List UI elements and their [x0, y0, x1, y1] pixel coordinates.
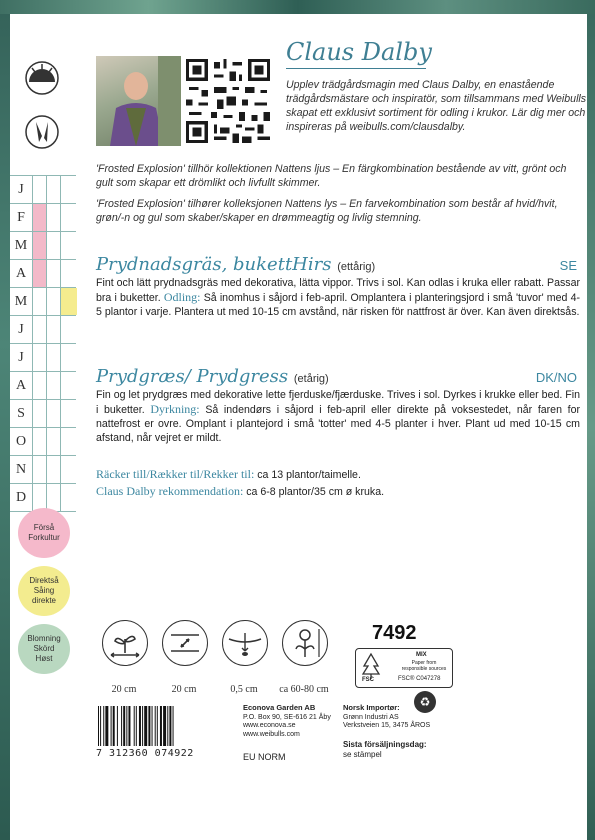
calendar-cell-forsa [32, 484, 47, 511]
plant-spacing-label: 20 cm [111, 684, 137, 695]
calendar-row [10, 455, 76, 483]
calendar-row [10, 175, 76, 203]
calendar-row [10, 371, 76, 399]
sowing-depth-label: 0,5 cm [230, 684, 258, 695]
sowing-calendar [10, 175, 76, 512]
calendar-cell-blomning [60, 400, 77, 427]
calendar-cell-forsa [32, 400, 47, 427]
dalby-recommendation-line: Claus Dalby rekommendation: ca 6-8 plantor/35 cm ø kruka. [96, 484, 385, 498]
calendar-month: S [17, 406, 25, 421]
se-description: Fint och lätt prydnadsgräs med dekorativa, lätta vippor. Trivs i sol. Kan odlas i kruka eller rabatt. Passar bra i buketter. Odling: Så inomhus i såjord i feb-april. Omplantera i planteringsjord i små 'tuvor' med 4-5 plantor i varje. Plantera ut med 10-15 cm avstånd, när risken för nattfrost är över. Kan även direktsås. [96, 277, 580, 318]
calendar-cell-direkt [46, 232, 61, 259]
last-sale-date: Sista försäljningsdag: se stämpel [343, 740, 427, 759]
calendar-cell-forsa [32, 456, 47, 483]
yield-line: Räcker till/Rækker til/Rekker til: ca 13 plantor/taimelle. [96, 467, 361, 481]
calendar-cell-direkt [46, 372, 61, 399]
calendar-row [10, 203, 76, 231]
calendar-month: M [14, 238, 28, 253]
top-decor-strip [0, 0, 595, 14]
calendar-month: J [18, 182, 24, 197]
legend-forsa: Förså Forkultur [18, 508, 70, 558]
growing-icons [96, 620, 346, 700]
collection-text-se: 'Frosted Explosion' tillhör kollektionen Nattens ljus – En färgkombination bestående av vitt, grönt och gult som skapar ett drömlikt och livfullt skimmer. [96, 163, 567, 189]
calendar-cell-direkt [46, 176, 61, 203]
se-language-code: SE [559, 258, 577, 273]
calendar-cell-blomning [60, 176, 77, 203]
dk-heading: Prydgræs/ Prydgress (etårig) [96, 366, 329, 387]
garden-tools-icon [24, 114, 60, 150]
calendar-row [10, 343, 76, 371]
calendar-cell-blomning [60, 428, 77, 455]
calendar-cell-forsa [32, 372, 47, 399]
collection-text-no: 'Frosted Explosion' tilhører kolleksjonen Nattens lys – En farvekombination som består af hvid/hvit, grøn/-n og gul som skaber/skaper en drømmeagtig og livlig stemning. [96, 198, 558, 224]
fsc-label: FSC MIX Paper from responsible sources FSC® C047278 [355, 648, 453, 688]
calendar-cell-blomning [60, 484, 77, 511]
sowing-depth-icon [222, 620, 268, 666]
calendar-month: M [14, 294, 28, 309]
calendar-cell-forsa [32, 232, 47, 259]
row-spacing-icon [162, 620, 208, 666]
calendar-month: J [18, 322, 24, 337]
calendar-cell-direkt [46, 204, 61, 231]
qr-code [182, 56, 274, 146]
sun-icon [24, 60, 60, 96]
calendar-month: D [15, 490, 27, 505]
calendar-cell-direkt [46, 288, 61, 315]
right-decor-strip [587, 14, 595, 840]
calendar-row [10, 231, 76, 259]
row-spacing-label: 20 cm [171, 684, 197, 695]
calendar-cell-forsa [32, 260, 47, 287]
calendar-row [10, 427, 76, 455]
calendar-row [10, 315, 76, 343]
barcode-number: 7 312360 074922 [96, 748, 194, 759]
legend-blomning: Blomning Skörd Høst [18, 624, 70, 674]
calendar-cell-forsa [32, 204, 47, 231]
calendar-month: A [15, 378, 27, 393]
norwegian-importer: Norsk Importør: Grønn Industri AS Verkstveien 15, 3475 ÅROS [343, 703, 431, 729]
dk-description: Fin og let prydgræs med dekorative lette fjerduske/fjærduske. Trives i sol. Dyrkes i krukke eller bed. Fin i buketter. Dyrkning: Så indendørs i såjord i feb-april eller direkte på voksestedet, når faren for nattefrost er ovre. Omplant i plantejord i små 'totter' med 4-5 planter i hver. Plant ud med 10-15 cm afstand, når vejret er mildt. [96, 389, 580, 444]
legend-direktsa: Direktså Såing direkte [18, 566, 70, 616]
barcode [96, 706, 236, 750]
intro-text: Upplev trädgårdsmagin med Claus Dalby, en enastående trädgårdsmästare och inspiratör, som tillsammans med Weibulls skapat ett exklusivt sortiment för odling i krukor. Lär dig mer och inspireras på weibulls.com/clausdalby. [286, 79, 587, 133]
calendar-cell-direkt [46, 344, 61, 371]
calendar-cell-forsa [32, 288, 47, 315]
calendar-cell-forsa [32, 176, 47, 203]
plant-height-icon [282, 620, 328, 666]
se-heading: Prydnadsgräs, bukettHirs (ettårig) [96, 254, 376, 275]
calendar-cell-blomning [60, 232, 77, 259]
calendar-month: O [15, 434, 27, 449]
claus-dalby-signature: Claus Dalby [286, 38, 432, 69]
plant-height-label: ca 60-80 cm [279, 684, 329, 695]
calendar-cell-blomning [60, 288, 77, 315]
calendar-cell-forsa [32, 344, 47, 371]
calendar-cell-direkt [46, 316, 61, 343]
calendar-month: J [18, 350, 24, 365]
claus-dalby-photo [96, 56, 181, 146]
dk-language-code: DK/NO [535, 370, 577, 385]
calendar-cell-blomning [60, 372, 77, 399]
recommendation-block [96, 466, 576, 500]
calendar-cell-forsa [32, 316, 47, 343]
calendar-cell-blomning [60, 344, 77, 371]
recycle-icon: ♻ [414, 691, 436, 713]
calendar-cell-blomning [60, 260, 77, 287]
calendar-cell-direkt [46, 484, 61, 511]
calendar-row [10, 259, 76, 287]
econova-address: Econova Garden AB P.O. Box 90, SE-616 21 Åby www.econova.se www.weibulls.com [243, 703, 331, 738]
calendar-cell-blomning [60, 456, 77, 483]
calendar-cell-blomning [60, 204, 77, 231]
calendar-cell-forsa [32, 428, 47, 455]
calendar-month: N [15, 462, 27, 477]
article-number: 7492 [372, 622, 417, 644]
calendar-row [10, 287, 76, 315]
eu-norm: EU NORM [243, 752, 286, 762]
calendar-row [10, 399, 76, 427]
calendar-cell-direkt [46, 260, 61, 287]
calendar-cell-direkt [46, 428, 61, 455]
calendar-cell-blomning [60, 316, 77, 343]
calendar-month: A [15, 266, 27, 281]
calendar-cell-direkt [46, 400, 61, 427]
plant-spacing-icon [102, 620, 148, 666]
left-decor-strip [0, 14, 10, 840]
calendar-month: F [17, 210, 25, 225]
collection-description [96, 162, 586, 232]
calendar-cell-direkt [46, 456, 61, 483]
